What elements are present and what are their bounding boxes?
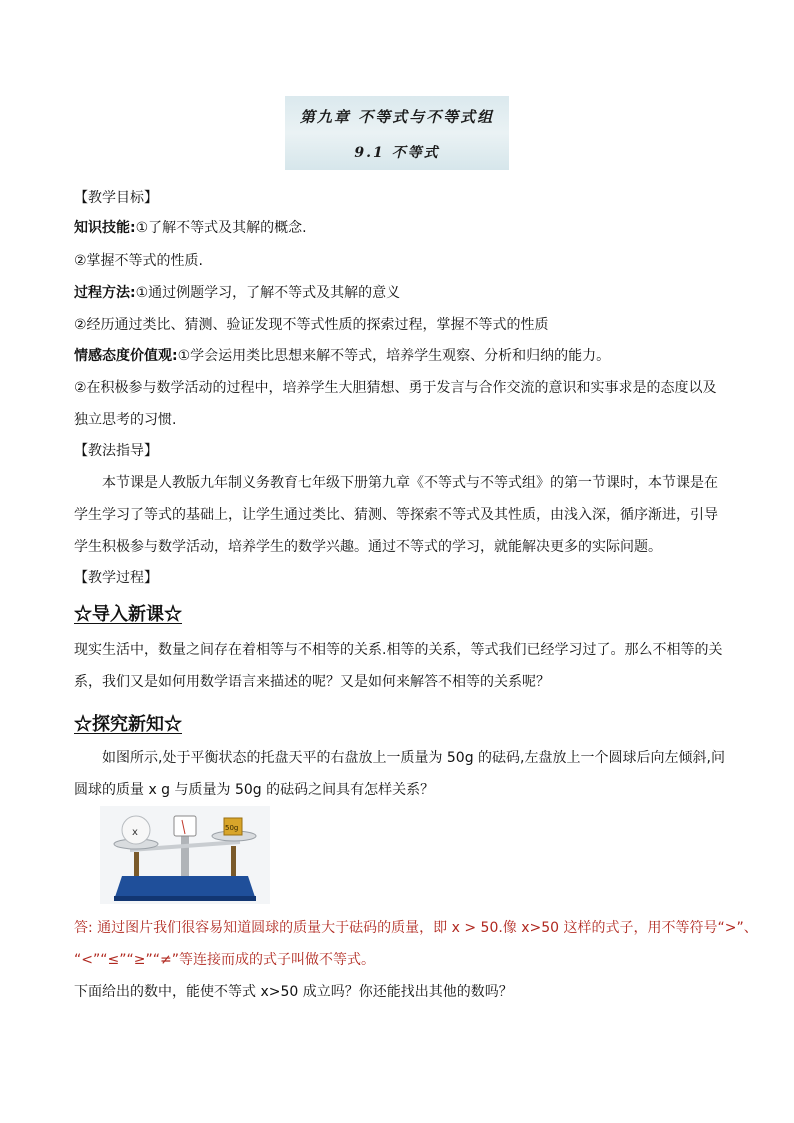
chapter-title: 第九章 不等式与不等式组	[299, 108, 495, 126]
emotion-line-1	[74, 346, 610, 366]
ball-label: x	[132, 827, 138, 838]
guide-heading: 【教法指导】	[74, 443, 158, 459]
knowledge-label: 知识技能:	[74, 220, 136, 236]
title-banner	[285, 96, 509, 170]
explore-heading: ☆探究新知☆	[74, 714, 182, 735]
goals-heading: 【教学目标】	[74, 190, 158, 206]
explore-para-1: 如图所示,处于平衡状态的托盘天平的右盘放上一质量为 50g 的砝码,左盘放上一个圆球后向左倾斜,问	[102, 750, 725, 766]
weight-label: 50g	[225, 824, 239, 832]
intro-para-2: 系，我们又是如何用数学语言来描述的呢？又是如何来解答不相等的关系呢？	[74, 674, 550, 690]
guide-para-1: 本节课是人教版九年制义务教育七年级下册第九章《不等式与不等式组》的第一节课时，本节课是在	[102, 475, 718, 491]
process-line-2: ②经历通过类比、猜测、验证发现不等式性质的探索过程，掌握不等式的性质	[74, 317, 549, 333]
guide-para-2: 学生学习了等式的基础上，让学生通过类比、猜测、等探索不等式及其性质，由浅入深，循序渐进，引导	[74, 507, 718, 523]
process-line-1	[74, 283, 400, 303]
emotion-line-2b: 独立思考的习惯.	[74, 412, 177, 428]
question-line: 下面给出的数中，能使不等式 x>50 成立吗？你还能找出其他的数吗？	[74, 984, 513, 1000]
emotion-label: 情感态度价值观:	[74, 348, 178, 364]
answer-line-2: “<”“≤”“≥”“≠”等连接而成的式子叫做不等式。	[74, 952, 375, 968]
process-text-1: ①通过例题学习，了解不等式及其解的意义	[135, 285, 401, 301]
emotion-text-1: ①学会运用类比思想来解不等式，培养学生观察、分析和归纳的能力。	[177, 348, 611, 364]
balance-scale-image	[100, 806, 270, 904]
knowledge-line-1	[74, 218, 307, 238]
guide-para-3: 学生积极参与数学活动，培养学生的数学兴趣。通过不等式的学习，就能解决更多的实际问题。	[74, 539, 662, 555]
process-heading: 【教学过程】	[74, 570, 158, 586]
answer-line-1: 答: 通过图片我们很容易知道圆球的质量大于砝码的质量，即 x > 50.像 x>50 这样的式子，用不等符号“>”、	[74, 920, 758, 936]
process-label: 过程方法:	[74, 285, 136, 301]
intro-para-1: 现实生活中，数量之间存在着相等与不相等的关系.相等的关系，等式我们已经学习过了。那么不相等的关	[74, 642, 723, 658]
knowledge-text-1: ①了解不等式及其解的概念.	[135, 220, 307, 236]
explore-para-2: 圆球的质量 x g 与质量为 50g 的砝码之间具有怎样关系？	[74, 782, 435, 798]
knowledge-line-2: ②掌握不等式的性质.	[74, 253, 204, 269]
emotion-line-2a: ②在积极参与数学活动的过程中，培养学生大胆猜想、勇于发言与合作交流的意识和实事求是的态度以及	[74, 380, 717, 396]
section-title: 9.1 不等式	[354, 145, 440, 161]
intro-heading: ☆导入新课☆	[74, 604, 182, 625]
